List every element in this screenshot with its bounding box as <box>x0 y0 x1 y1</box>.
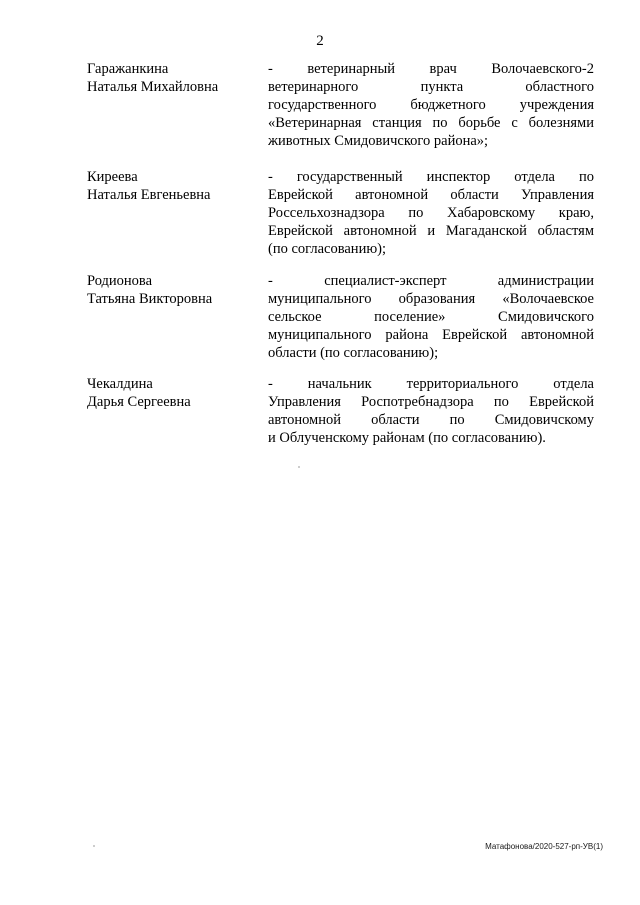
member-position <box>268 272 594 362</box>
position-line: области (по согласованию); <box>268 345 439 361</box>
position-line: Еврейской автономной области Управления <box>268 187 594 203</box>
member-surname: Киреева <box>87 169 138 185</box>
member-given-names: Татьяна Викторовна <box>87 291 213 307</box>
position-line: - ветеринарный врач Волочаевского-2 <box>268 61 594 77</box>
member-name <box>87 168 262 204</box>
position-line: государственного бюджетного учреждения <box>268 97 594 113</box>
page-number: 2 <box>316 33 324 49</box>
scan-speck <box>298 466 300 468</box>
position-line: Управления Роспотребнадзора по Еврейской <box>268 394 594 410</box>
position-line: - государственный инспектор отдела по <box>268 169 594 185</box>
position-line: муниципального района Еврейской автономной <box>268 327 594 343</box>
position-line: - специалист-эксперт администрации <box>268 273 594 289</box>
position-line: (по согласованию); <box>268 241 387 257</box>
position-line: ветеринарного пункта областного <box>268 79 594 95</box>
member-surname: Гаражанкина <box>87 61 169 77</box>
position-line: Еврейской автономной и Магаданской областям <box>268 223 594 239</box>
position-line: сельское поселение» Смидовичского <box>268 309 594 325</box>
position-line: «Ветеринарная станция по борьбе с болезнями <box>268 115 594 131</box>
member-position <box>268 168 594 258</box>
position-line: автономной области по Смидовичскому <box>268 412 594 428</box>
member-name <box>87 272 262 308</box>
member-position <box>268 60 594 150</box>
member-surname: Родионова <box>87 273 153 289</box>
member-name <box>87 60 262 96</box>
member-position <box>268 375 594 447</box>
position-line: Россельхознадзора по Хабаровскому краю, <box>268 205 594 221</box>
member-given-names: Наталья Михайловна <box>87 79 219 95</box>
position-line: муниципального образования «Волочаевское <box>268 291 594 307</box>
position-line: и Облученскому районам (по согласованию). <box>268 430 546 446</box>
scan-speck <box>93 845 95 847</box>
document-code: Матафонова/2020-527-рп-УВ(1) <box>485 842 603 851</box>
member-given-names: Дарья Сергеевна <box>87 394 191 410</box>
member-given-names: Наталья Евгеньевна <box>87 187 211 203</box>
member-name <box>87 375 262 411</box>
position-line: животных Смидовичского района»; <box>268 133 489 149</box>
position-line: - начальник территориального отдела <box>268 376 594 392</box>
member-surname: Чекалдина <box>87 376 153 392</box>
